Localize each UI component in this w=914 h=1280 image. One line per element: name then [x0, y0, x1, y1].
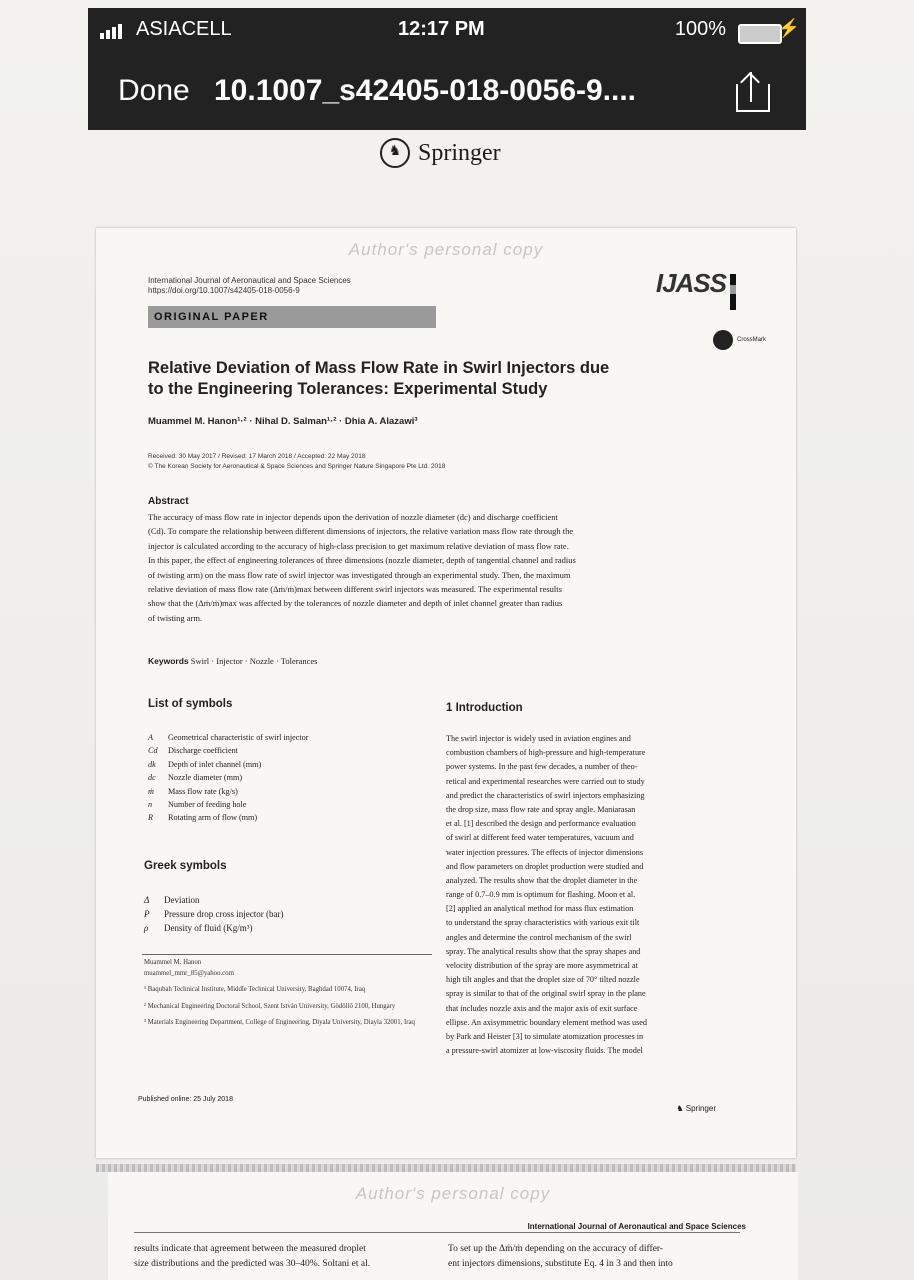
abstract-line: (Cd). To compare the relationship between different dimensions of injectors, the relative variation mass flow rate through the — [148, 526, 574, 537]
abstract-heading: Abstract — [148, 496, 189, 507]
symbol: dc — [148, 773, 156, 783]
intro-line: [2] applied an analytical method for mass flux estimation — [446, 904, 634, 914]
keywords-label: Keywords — [148, 656, 189, 666]
intro-line: velocity distribution of the spray are more asymmetrical at — [446, 961, 638, 970]
greek-row — [144, 907, 283, 921]
symbol-row — [148, 811, 428, 824]
symbol: Δ — [144, 895, 150, 905]
text-line: To set up the Δṁ/ṁ depending on the accuracy of differ- — [448, 1244, 664, 1254]
published-date: Published online: 25 July 2018 — [138, 1096, 233, 1103]
greek-row — [144, 921, 283, 935]
abstract-line: of twisting arm. — [148, 612, 203, 623]
symbol: n — [148, 800, 153, 810]
affiliation-1: ¹ Baqubah Technical Institute, Middle Technical University, Baghdad 10074, Iraq — [144, 986, 366, 993]
intro-line: high tilt angles and that the droplet size of 70° tilted nozzle — [446, 975, 640, 985]
article-dates — [148, 452, 445, 472]
top-bar — [88, 8, 806, 130]
status-bar — [88, 18, 806, 48]
crossmark-icon — [713, 330, 733, 350]
done-button[interactable]: Done — [118, 74, 190, 107]
symbol-row — [148, 798, 428, 811]
abstract-text — [148, 510, 728, 625]
journal-header: International Journal of Aeronautical and Space Sciences — [527, 1222, 746, 1231]
intro-line: water injection pressures. The effects of injector dimensions — [446, 847, 644, 857]
charging-icon: ⚡ — [777, 18, 800, 38]
symbol-desc: Number of feeding hole — [168, 800, 247, 810]
intro-line: The swirl injector is widely used in aviation engines and — [446, 734, 631, 743]
intro-line: ellipse. An axisymmetric boundary element method was used — [446, 1017, 648, 1027]
journal-name: International Journal of Aeronautical and Space Sciences — [148, 276, 351, 285]
crossmark-label: CrossMark — [736, 337, 766, 343]
springer-logo-bar — [730, 274, 736, 310]
footnote-rule — [142, 954, 432, 955]
affiliation-3: ³ Materials Engineering Department, College of Engineering, Diyala University, Diayla 32001, Iraq — [144, 1019, 415, 1026]
symbol-row — [148, 744, 428, 757]
symbol-desc: Density of fluid (Kg/m³) — [164, 923, 253, 933]
keywords-list: Swirl · Injector · Nozzle · Tolerances — [190, 656, 318, 666]
text-line: results indicate that agreement between the measured droplet — [134, 1244, 366, 1254]
intro-line: a pressure-swirl atomizer at low-viscosity fluids. The model — [446, 1046, 643, 1056]
symbol-desc: Rotating arm of flow (mm) — [168, 813, 258, 823]
symbol-desc: Geometrical characteristic of swirl injector — [168, 733, 309, 742]
symbol-row — [148, 731, 428, 744]
abstract-line: injector is calculated according to the accuracy of high-class precision to get maximum relative deviation of mass flow rate. — [148, 540, 569, 551]
intro-line: and flow parameters on droplet production were studied and — [446, 861, 644, 871]
intro-line: analyzed. The results show that the droplet diameter in the — [446, 875, 638, 885]
copyright-line: © The Korean Society for Aeronautical & Space Sciences and Springer Nature Singapore Pte Ltd. 2018 — [148, 463, 446, 470]
intro-line: spray is similar to that of the original swirl spray in the plane — [446, 989, 646, 999]
text-line: size distributions and the predicted was 30–40%. Soltani et al. — [134, 1259, 371, 1269]
keywords — [148, 656, 317, 666]
intro-line: range of 0.7–0.9 mm is optimum for flashing. Moon et al. — [446, 890, 636, 900]
journal-logo: IJASS — [655, 268, 726, 298]
symbol: P — [144, 909, 150, 919]
author-list: Muammel M. Hanon¹·² · Nihal D. Salman¹·² · Dhia A. Alazawi³ — [148, 416, 418, 427]
doi-link[interactable]: https://doi.org/10.1007/s42405-018-0056-9 — [148, 286, 300, 295]
pdf-page-2 — [108, 1172, 798, 1280]
intro-line: to understand the spray characteristics with various exit tilt — [446, 918, 640, 928]
greek-list — [144, 893, 283, 935]
corresponding-author: Muammel M. Hanon muammel_mmr_85@yahoo.com — [144, 959, 234, 977]
affiliations — [144, 958, 434, 1035]
watermark: Author's personal copy — [348, 240, 544, 259]
page-footer-springer — [676, 1104, 716, 1113]
symbol-desc: Nozzle diameter (mm) — [168, 773, 243, 783]
intro-text — [446, 732, 726, 1058]
intro-line: by Park and Heister [3] to simulate atomization processes in — [446, 1031, 644, 1041]
intro-line: the drop size, mass flow rate and spray angle. Maniarasan — [446, 804, 636, 814]
signal-icon — [100, 24, 122, 39]
left-column — [134, 1242, 370, 1272]
abstract-line: The accuracy of mass flow rate in injector depends upon the derivation of nozzle diameter (dc) and discharge coefficient — [148, 512, 558, 522]
watermark: Author's personal copy — [355, 1184, 551, 1203]
crossmark-badge[interactable] — [713, 330, 766, 350]
right-column — [448, 1242, 673, 1272]
intro-line: power systems. In the past few decades, a number of theo- — [446, 762, 638, 772]
symbol-desc: Depth of inlet channel (mm) — [168, 759, 262, 769]
symbol-row — [148, 771, 428, 784]
springer-header — [380, 138, 501, 168]
intro-line: combustion chambers of high-pressure and high-temperature — [446, 748, 646, 758]
abstract-line: of twisting arm) on the mass flow rate of swirl injector was investigated through an experimental study. Then, the maximum — [148, 569, 571, 580]
symbol-desc: Deviation — [164, 895, 200, 905]
carrier-name: ASIACELL — [136, 18, 232, 40]
text-line: ent injectors dimensions, substitute Eq. 4 in 3 and then into — [448, 1259, 673, 1269]
springer-footer-text: Springer — [685, 1104, 716, 1113]
intro-line: retical and experimental researches were carried out to study — [446, 776, 645, 786]
intro-line: and predict the characteristics of swirl injectors emphasizing — [446, 790, 645, 800]
greek-heading: Greek symbols — [144, 860, 227, 872]
page-divider — [96, 1164, 796, 1172]
affiliation-2: ² Mechanical Engineering Doctoral School, Szent István University, Gödöllő 2100, Hungary — [144, 1002, 396, 1010]
symbol: dk — [148, 759, 156, 769]
pdf-page-1 — [96, 228, 796, 1158]
header-rule — [134, 1232, 740, 1233]
symbol: ṁ — [148, 786, 154, 796]
symbols-list — [148, 731, 428, 825]
intro-line: that includes nozzle axis and the major axis of exit surface — [446, 1003, 638, 1013]
share-icon[interactable] — [736, 72, 770, 112]
intro-heading: 1 Introduction — [446, 702, 523, 714]
abstract-line: relative deviation of mass flow rate (Δṁ/ṁ)max between different swirl injectors was measured. The experimental results — [148, 583, 562, 594]
symbols-heading: List of symbols — [148, 698, 233, 710]
battery-icon — [738, 24, 782, 44]
intro-line: angles and determine the control mechanism of the swirl — [446, 932, 632, 942]
symbol: R — [148, 813, 154, 823]
springer-horse-icon: ♞ — [380, 138, 410, 168]
abstract-line: show that the (Δṁ/ṁ)max was affected by the tolerances of nozzle diameter and depth of inlet channel greater than radius — [148, 598, 563, 609]
symbol-desc: Pressure drop cross injector (bar) — [164, 909, 284, 919]
intro-line: spray. The analytical results show that the spray shapes and — [446, 946, 641, 956]
clock: 12:17 PM — [398, 18, 485, 40]
nav-bar — [88, 70, 806, 120]
greek-row — [144, 893, 283, 907]
history-dates: Received: 30 May 2017 / Revised: 17 March 2018 / Accepted: 22 May 2018 — [148, 453, 366, 460]
abstract-line: In this paper, the effect of engineering tolerances of three dimensions (nozzle diameter, depth of tangential channel and radius — [148, 555, 576, 566]
intro-line: et al. [1] described the design and performance evaluation — [446, 819, 636, 829]
paper-title: Relative Deviation of Mass Flow Rate in Swirl Injectors due to the Engineering Tolerances: Experimental Study — [148, 359, 610, 398]
springer-header-text: Springer — [418, 139, 501, 166]
symbol-row — [148, 785, 428, 798]
battery-percent: 100% — [674, 18, 726, 40]
symbol: Cd — [148, 746, 158, 756]
article-type-label: ORIGINAL PAPER — [148, 306, 436, 328]
symbol-row — [148, 758, 428, 771]
symbol: A — [148, 733, 154, 742]
symbol-desc: Mass flow rate (kg/s) — [168, 786, 238, 796]
springer-footer-icon: ♞ — [676, 1104, 686, 1113]
symbol-desc: Discharge coefficient — [168, 746, 238, 756]
symbol: ρ — [144, 923, 149, 933]
document-title: 10.1007_s42405-018-0056-9.... — [214, 74, 637, 107]
intro-line: of swirl at different feed water temperatures, vacuum and — [446, 833, 634, 843]
